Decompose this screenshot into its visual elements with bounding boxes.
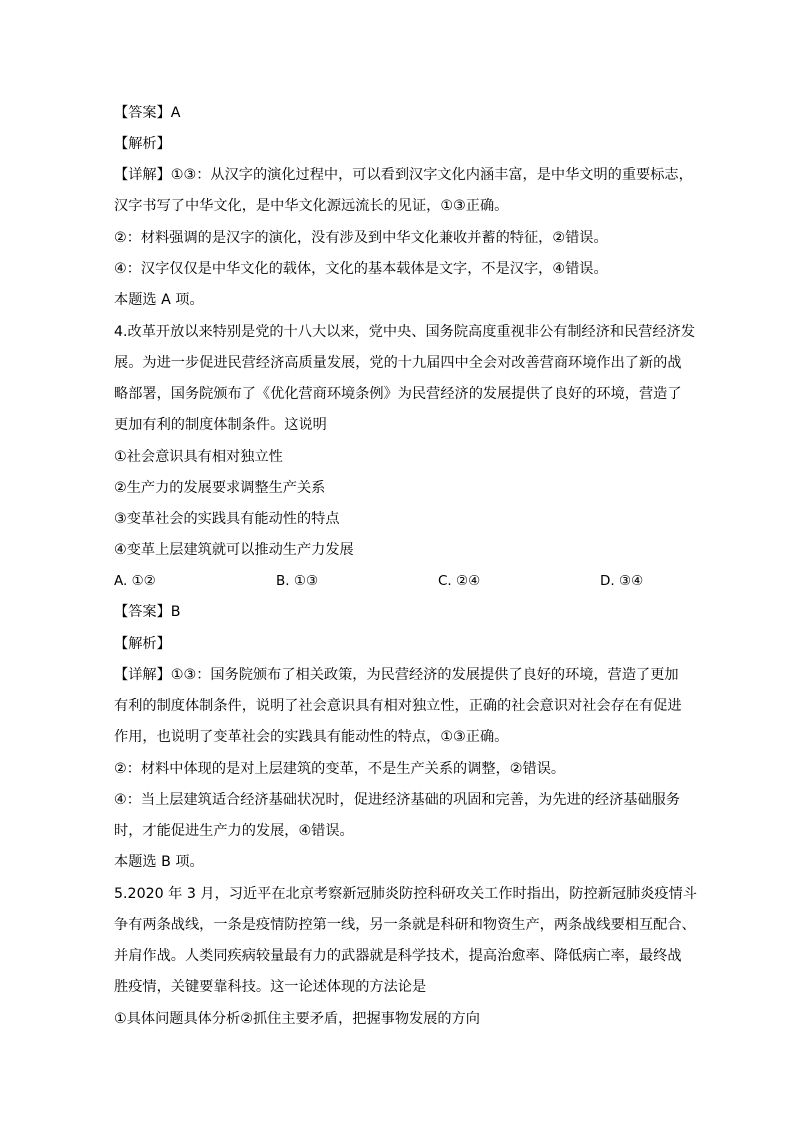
detail-line: 作用，也说明了变革社会的实践具有能动性的特点，①③正确。 <box>114 729 509 745</box>
detail-line: ②：材料中体现的是对上层建筑的变革，不是生产关系的调整，②错误。 <box>114 761 566 777</box>
answer-line-q3: 【答案】A <box>114 105 181 121</box>
conclusion-line: 本题选 B 项。 <box>114 854 204 870</box>
detail-line: ②：材料强调的是汉字的演化，没有涉及到中华文化兼收并蓄的特征，②错误。 <box>114 230 608 246</box>
option-c: C. ②④ <box>438 573 481 589</box>
analysis-header-q3: 【解析】 <box>114 136 171 152</box>
detail-line: 【详解】①③：国务院颁布了相关政策，为民营经济的发展提供了良好的环境，营造了更加 <box>114 667 679 683</box>
question-5-stem: 胜疫情，关键要靠科技。这一论述体现的方法论是 <box>114 979 427 995</box>
answer-line-q4: 【答案】B <box>114 604 181 620</box>
detail-line: 有利的制度体制条件，说明了社会意识具有相对独立性，正确的社会意识对社会存在有促进 <box>114 698 682 714</box>
conclusion-line: 本题选 A 项。 <box>114 292 204 308</box>
question-4-stem: 展。为进一步促进民营经济高质量发展，党的十九届四中全会对改善营商环境作出了新的战 <box>114 355 682 371</box>
question-4-stem: 更加有利的制度体制条件。这说明 <box>114 417 327 433</box>
question-4-statement: ①社会意识具有相对独立性 <box>114 449 283 465</box>
question-4-stem: 略部署，国务院颁布了《优化营商环境条例》为民营经济的发展提供了良好的环境，营造了 <box>114 386 682 402</box>
question-5-stem: 并肩作战。人类同疾病较量最有力的武器就是科学技术，提高治愈率、降低病亡率，最终战 <box>114 948 682 964</box>
question-5-statement: ①具体问题具体分析②抓住主要矛盾，把握事物发展的方向 <box>114 1011 480 1027</box>
detail-line: 时，才能促进生产力的发展，④错误。 <box>114 823 354 839</box>
question-5-stem: 5.2020 年 3 月，习近平在北京考察新冠肺炎防控科研攻关工作时指出，防控新冠肺炎疫情斗 <box>114 886 697 902</box>
question-5-stem: 争有两条战线，一条是疫情防控第一线，另一条就是科研和物资生产，两条战线要相互配合、 <box>114 917 696 933</box>
option-d: D. ③④ <box>600 573 644 589</box>
option-a: A. ①② <box>114 573 156 589</box>
question-4-statement: ③变革社会的实践具有能动性的特点 <box>114 511 340 527</box>
detail-line: ④：汉字仅仅是中华文化的载体，文化的基本载体是文字，不是汉字，④错误。 <box>114 261 608 277</box>
question-4-statement: ②生产力的发展要求调整生产关系 <box>114 480 326 496</box>
option-b: B. ①③ <box>276 573 319 589</box>
question-4-statement: ④变革上层建筑就可以推动生产力发展 <box>114 542 354 558</box>
detail-line: ④：当上层建筑适合经济基础状况时，促进经济基础的巩固和完善，为先进的经济基础服务 <box>114 792 681 808</box>
detail-line: 【详解】①③：从汉字的演化过程中，可以看到汉字文化内涵丰富，是中华文明的重要标志， <box>114 167 693 183</box>
analysis-header-q4: 【解析】 <box>114 636 171 652</box>
detail-line: 汉字书写了中华文化，是中华文化源远流长的见证，①③正确。 <box>114 198 509 214</box>
question-4-stem: 4.改革开放以来特别是党的十八大以来，党中央、国务院高度重视非公有制经济和民营经济发 <box>114 324 696 340</box>
